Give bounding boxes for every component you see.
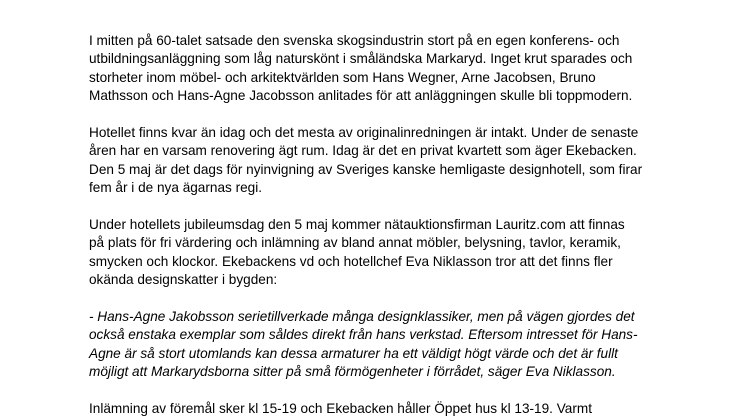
- text-line: smycken och klockor. Ekebackens vd och hotellchef Eva Niklasson tror att det finns fler: [89, 253, 613, 269]
- paragraph-spacer: [89, 198, 689, 216]
- text-line: Den 5 maj är det dags för nyinvigning av Sveriges kanske hemligaste designhotell, som firar: [89, 161, 643, 177]
- text-line: Mathsson och Hans-Agne Jacobsson anlitades för att anläggningen skulle bli toppmodern.: [89, 88, 633, 104]
- paragraph-submission: [89, 400, 689, 418]
- text-line: Agne är så stort utomlands kan dessa armaturer ha ett väldigt högt värde och det är fullt: [89, 345, 618, 361]
- paragraph-history: [89, 32, 689, 106]
- text-line: - Hans-Agne Jakobsson serietillverkade många designklassiker, men på vägen gjordes det: [89, 308, 635, 324]
- text-line: okända designskatter i bygden:: [89, 272, 278, 288]
- paragraph-spacer: [89, 106, 689, 124]
- text-line: möjligt att Markarydsborna sitter på små förmögenheter i förrådet, säger Eva Niklasson.: [89, 364, 616, 380]
- paragraph-spacer: [89, 289, 689, 307]
- text-line: storheter inom möbel- och arkitektvärlden som Hans Wegner, Arne Jacobsen, Bruno: [89, 69, 596, 85]
- text-line: på plats för fri värdering och inlämning av bland annat möbler, belysning, tavlor, keramik,: [89, 235, 621, 251]
- text-line: I mitten på 60-talet satsade den svenska skogsindustrin stort på en egen konferens- och: [89, 33, 620, 48]
- text-line: också enstaka exemplar som såldes direkt från hans verkstad. Eftersom intresset för Hans-: [89, 327, 638, 343]
- text-line: utbildningsanläggning som låg naturskönt i småländska Markaryd. Inget krut sparades och: [89, 51, 633, 67]
- text-line: fem år i de nya ägarnas regi.: [89, 180, 263, 196]
- text-line: Inlämning av föremål sker kl 15-19 och Ekebacken håller Öppet hus kl 13-19. Varmt: [89, 400, 592, 416]
- paragraph-quote: [89, 308, 689, 382]
- paragraph-jubilee: [89, 216, 689, 290]
- paragraph-hotel-today: [89, 124, 689, 198]
- text-line: Hotellet finns kvar än idag och det mesta av originalinredningen är intakt. Under de senaste: [89, 124, 639, 140]
- text-line: Under hotellets jubileumsdag den 5 maj kommer nätauktionsfirman Lauritz.com att finnas: [89, 216, 625, 232]
- paragraph-spacer: [89, 381, 689, 399]
- document-body: [89, 32, 689, 418]
- text-line: åren har en varsam renovering ägt rum. Idag är det en privat kvartett som äger Ekebacken.: [89, 143, 637, 159]
